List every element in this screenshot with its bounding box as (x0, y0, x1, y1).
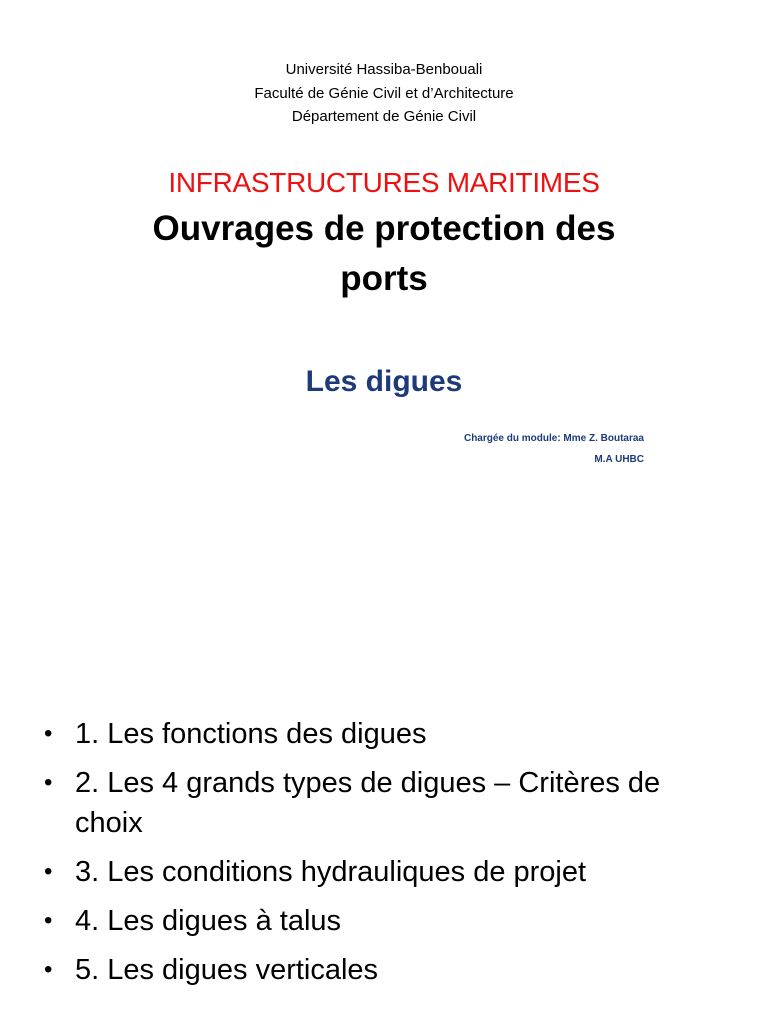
bullet-icon: • (44, 858, 53, 885)
outline-list (44, 714, 724, 999)
outline-item-text: 2. Les 4 grands types de digues – Critères de choix (75, 767, 661, 839)
bullet-icon: • (44, 956, 53, 983)
outline-item (44, 763, 724, 843)
bullet-icon: • (44, 769, 53, 796)
bullet-icon: • (44, 720, 53, 747)
bullet-icon: • (44, 907, 53, 934)
author-affiliation: M.A UHBC (594, 454, 644, 465)
author-name: Chargée du module: Mme Z. Boutaraa (463, 433, 644, 444)
outline-item (44, 901, 724, 941)
outline-item (44, 714, 724, 754)
outline-item-text: 3. Les conditions hydrauliques de projet (75, 856, 587, 888)
outline-item-text: 5. Les digues verticales (75, 954, 379, 986)
main-title-line-2: ports (340, 259, 428, 298)
outline-item-text: 1. Les fonctions des digues (75, 718, 427, 750)
main-title (0, 204, 768, 304)
university-name: Université Hassiba-Benbouali (285, 61, 483, 78)
main-title-line-1: Ouvrages de protection des (152, 209, 616, 248)
outline-item (44, 852, 724, 892)
outline-item (44, 950, 724, 990)
department-name: Département de Génie Civil (291, 108, 477, 125)
outline-item-text: 4. Les digues à talus (75, 905, 342, 937)
course-title: INFRASTRUCTURES MARITIMES (168, 167, 600, 198)
faculty-name: Faculté de Génie Civil et d’Architecture (254, 85, 514, 102)
subtitle: Les digues (305, 365, 463, 398)
